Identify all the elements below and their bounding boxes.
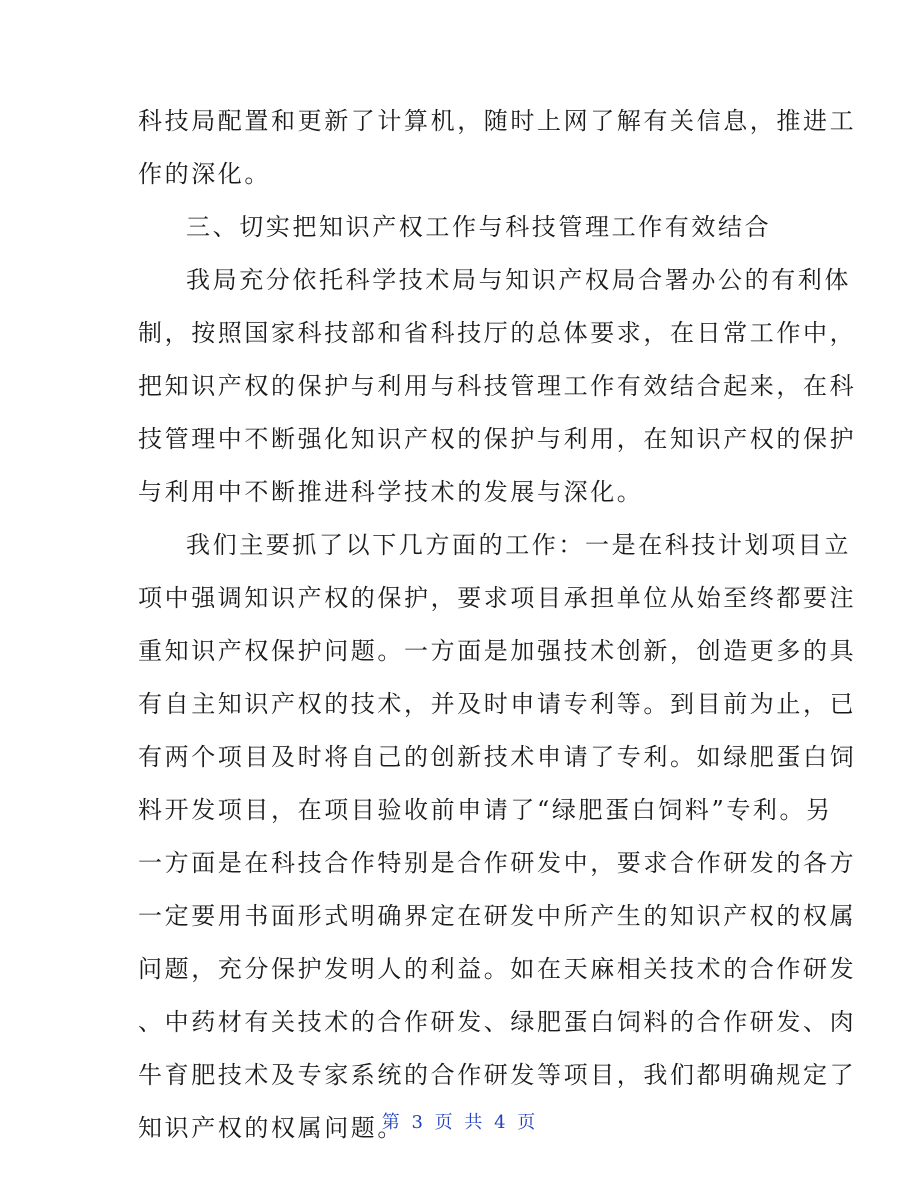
text-line: 我们主要抓了以下几方面的工作：一是在科技计划项目立 [186,531,851,559]
text-line: 制，按照国家科技部和省科技厅的总体要求，在日常工作中， [138,319,857,347]
text-line: 与利用中不断推进科学技术的发展与深化。 [138,478,644,506]
text-line: 项中强调知识产权的保护，要求项目承担单位从始至终都要注 [138,584,857,612]
section-heading: 三、切实把知识产权工作与科技管理工作有效结合 [186,213,772,241]
text-line: 把知识产权的保护与利用与科技管理工作有效结合起来，在科 [138,372,857,400]
text-line: 科技局配置和更新了计算机，随时上网了解有关信息，推进工 [138,107,857,135]
text-line: 我局充分依托科学技术局与知识产权局合署办公的有利体 [186,266,851,294]
text-line: 有两个项目及时将自己的创新技术申请了专利。如绿肥蛋白饲 [138,743,857,771]
text-line: 一方面是在科技合作特别是合作研发中，要求合作研发的各方 [138,849,857,877]
text-line: 一定要用书面形式明确界定在研发中所产生的知识产权的权属 [138,902,857,930]
text-line: 问题，充分保护发明人的利益。如在天麻相关技术的合作研发 [138,955,857,983]
text-line: 牛育肥技术及专家系统的合作研发等项目，我们都明确规定了 [138,1061,857,1089]
text-line: 技管理中不断强化知识产权的保护与利用，在知识产权的保护 [138,425,857,453]
page-number-footer: 第 3 页 共 4 页 [381,1112,539,1133]
text-line: 有自主知识产权的技术，并及时申请专利等。到目前为止，已 [138,690,857,718]
text-line: 料开发项目，在项目验收前申请了“绿肥蛋白饲料”专利。另 [138,796,833,824]
document-body [138,95,857,1155]
text-line: 重知识产权保护问题。一方面是加强技术创新，创造更多的具 [138,637,857,665]
text-line: 作的深化。 [138,160,271,188]
text-line: 、中药材有关技术的合作研发、绿肥蛋白饲料的合作研发、肉 [138,1008,857,1036]
text-line: 知识产权的权属问题。 [138,1114,404,1142]
